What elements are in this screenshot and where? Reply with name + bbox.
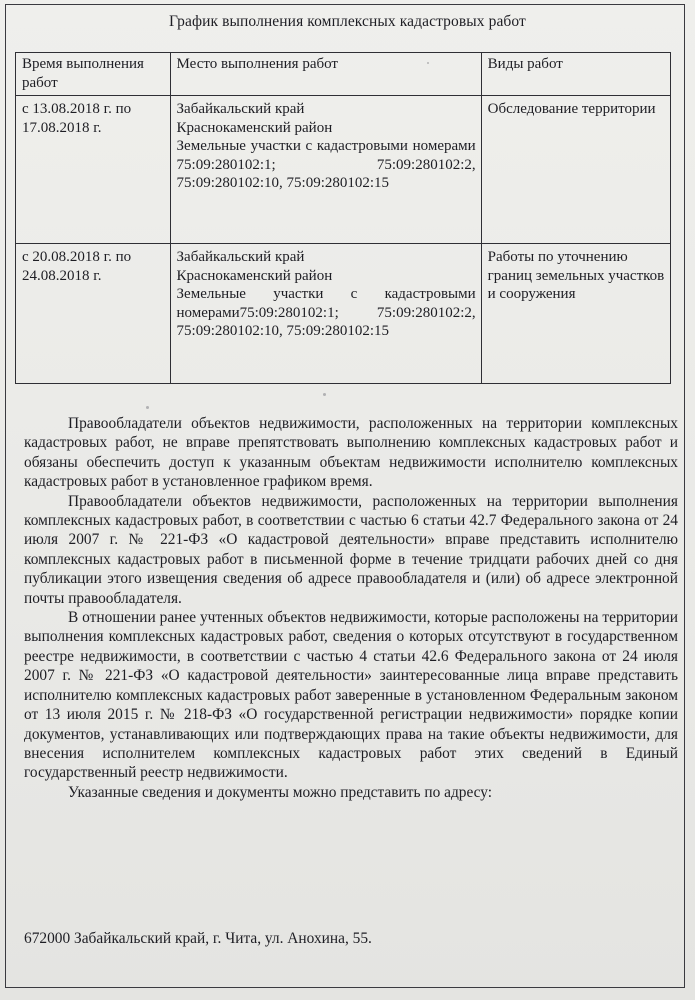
table-row [16, 244, 671, 384]
table-header-row [16, 53, 671, 96]
row2-place-region: Забайкальский край [176, 249, 305, 265]
scan-speck [146, 406, 149, 409]
paragraph-submission: Указанные сведения и документы можно представить по адресу: [68, 783, 493, 801]
row1-place-district: Краснокаменский район [176, 119, 333, 136]
submission-address: 672000 Забайкальский край, г. Чита, ул. Анохина, 55. [24, 930, 372, 947]
row2-place-parcels: Земельные участки с кадастровыми номерами75:09:280102:1; 75:09:280102:2, 75:09:280102:10, 75:09:280102:15 [176, 286, 476, 339]
row1-place-parcels: Земельные участки с кадастровыми номерами 75:09:280102:1; 75:09:280102:2, 75:09:280102:10, 75:09:280102:15 [176, 138, 476, 191]
scan-speck [323, 393, 326, 396]
row2-types: Работы по уточнению границ земельных участков и сооружения [481, 244, 670, 384]
document-title: График выполнения комплексных кадастровых работ [169, 13, 526, 30]
header-place: Место выполнения работ [170, 53, 481, 96]
notice-body [24, 414, 678, 802]
header-time: Время выполнения работ [16, 53, 171, 96]
row2-place [170, 244, 481, 384]
table-row [16, 96, 671, 244]
header-types: Виды работ [481, 53, 670, 96]
paragraph-contact-info: Правообладатели объектов недвижимости, расположенных на территории выполнения комплексных кадастровых работ, в соответствии с частью 6 статьи 42.7 Федерального закона от 24 июля 2007 г. № 221-ФЗ «О кадастровой деятельности» вправе представить исполнителю комплексных кадастровых работ в письменной форме в течение тридцати рабочих дней со дня публикации этого извещения сведения об адресе правообладателя и (или) об адресе электронной почты правообладателя. [24, 492, 678, 607]
row2-time: с 20.08.2018 г. по 24.08.2018 г. [16, 244, 171, 384]
row1-place-region: Забайкальский край [176, 101, 305, 117]
row1-time: с 13.08.2018 г. по 17.08.2018 г. [16, 96, 171, 244]
paragraph-access-obligation: Правообладатели объектов недвижимости, расположенных на территории комплексных кадастровых работ, не вправе препятствовать выполнению комплексных кадастровых работ и обязаны обеспечить доступ к указанным объектам недвижимости исполнителю комплексных кадастровых работ в установленное графиком время. [24, 415, 678, 491]
row1-types: Обследование территории [481, 96, 670, 244]
scan-speck [427, 62, 429, 64]
schedule-table [15, 52, 671, 384]
row2-place-district: Краснокаменский район [176, 267, 333, 284]
paragraph-previously-registered: В отношении ранее учтенных объектов недвижимости, которые расположены на территории выполнения комплексных кадастровых работ, сведения о которых отсутствуют в государственном реестре недвижимости, в соответствии с частью 4 статьи 42.6 Федерального закона от 24 июля 2007 г. № 221-ФЗ «О кадастровой деятельности» заинтересованные лица вправе представить исполнителю комплексных кадастровых работ заверенные в установленном Федеральным законом от 13 июля 2015 г. № 218-ФЗ «О государственной регистрации недвижимости» порядке копии документов, устанавливающих или подтверждающих права на такие объекты недвижимости, для внесения исполнителем комплексных кадастровых работ этих сведений в Единый государственный реестр недвижимости. [24, 609, 678, 782]
row1-place [170, 96, 481, 244]
